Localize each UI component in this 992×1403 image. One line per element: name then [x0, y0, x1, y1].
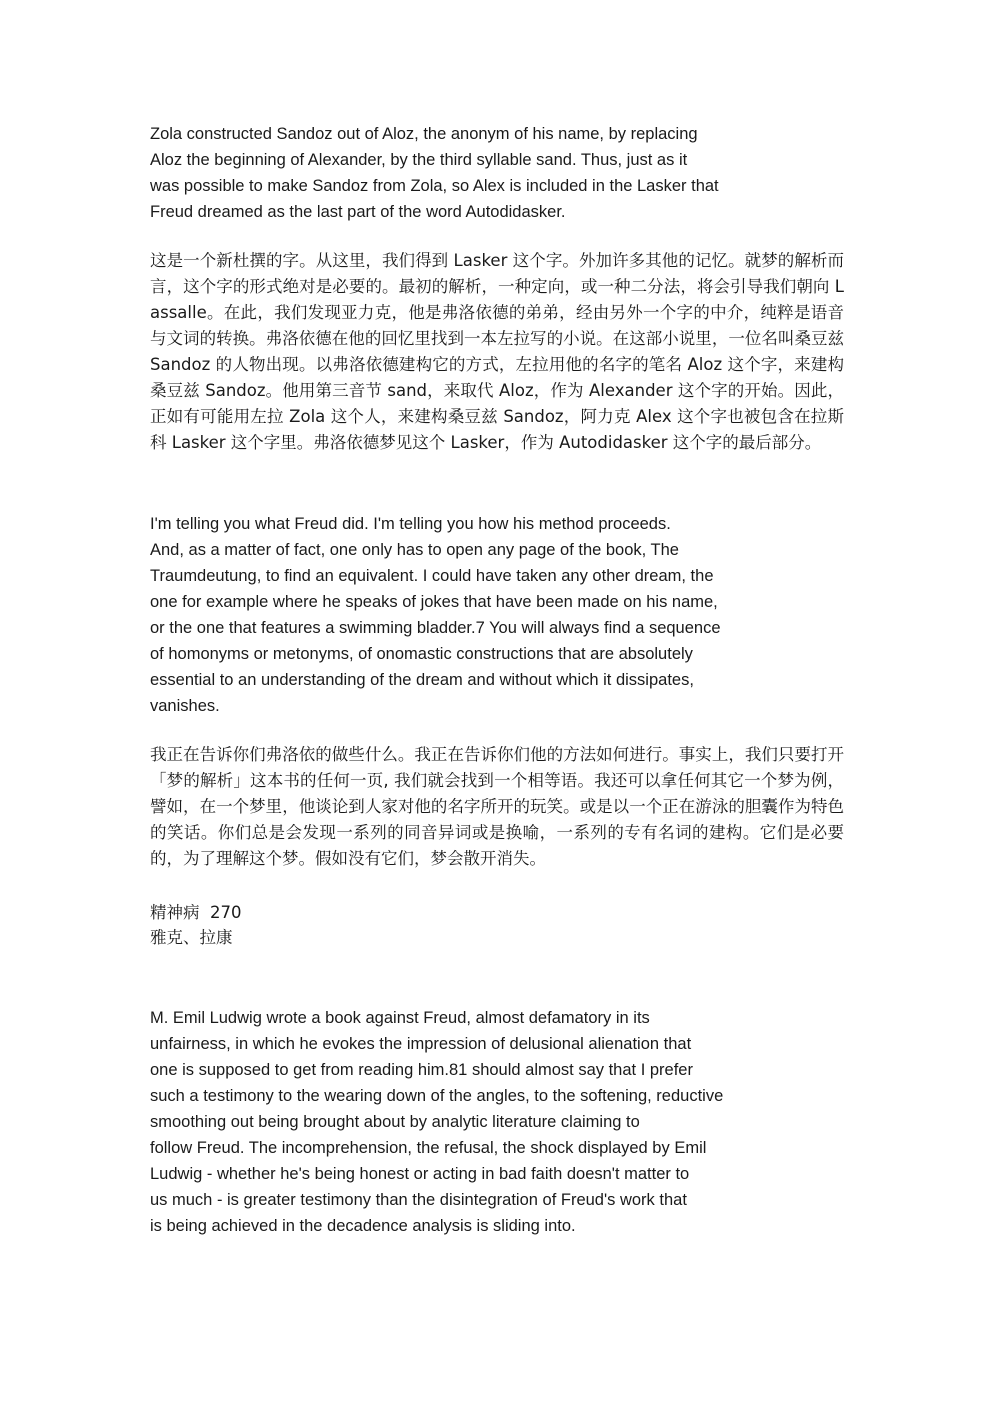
paragraph-english-1	[150, 121, 719, 225]
text-line: M. Emil Ludwig wrote a book against Freud, almost defamatory in its	[150, 1009, 650, 1027]
paragraph-english-3	[150, 1005, 723, 1239]
text-line: vanishes.	[150, 697, 220, 715]
paragraph-chinese-2: 我正在告诉你们弗洛依的做些什么。我正在告诉你们他的方法如何进行。事实上，我们只要打开「梦的解析」这本书的任何一页, 我们就会找到一个相等语。我还可以拿任何其它一个梦为例，譬如，在一个梦里，他谈论到人家对他的名字所开的玩笑。或是以一个正在游泳的胆囊作为特色的笑话。你们总是会发现一系列的同音异词或是换喻，一系列的专有名词的建构。它们是必要的，为了理解这个梦。假如没有它们，梦会散开消失。	[150, 745, 844, 868]
text-line: essential to an understanding of the dream and without which it dissipates,	[150, 671, 694, 689]
footer-author: 雅克、拉康	[150, 928, 233, 947]
text-line: or the one that features a swimming bladder.7 You will always find a sequence	[150, 619, 721, 637]
text-line: Traumdeutung, to find an equivalent. I could have taken any other dream, the	[150, 567, 714, 585]
text-line: such a testimony to the wearing down of the angles, to the softening, reductive	[150, 1087, 724, 1105]
text-line: was possible to make Sandoz from Zola, so Alex is included in the Lasker that	[150, 177, 719, 195]
text-line: one for example where he speaks of jokes that have been made on his name,	[150, 593, 718, 611]
text-line: Ludwig - whether he's being honest or acting in bad faith doesn't matter to	[150, 1165, 690, 1183]
paragraph-english-2	[150, 511, 721, 719]
text-line: one is supposed to get from reading him.81 should almost say that I prefer	[150, 1061, 693, 1079]
footer-book-line	[150, 900, 242, 925]
text-line: smoothing out being brought about by analytic literature claiming to	[150, 1113, 640, 1131]
paragraph-chinese-1: 这是一个新杜撰的字。从这里，我们得到 Lasker 这个字。外加许多其他的记忆。就梦的解析而言，这个字的形式绝对是必要的。最初的解析，一种定向，或一种二分法，将会引导我们朝向 Lassalle。在此，我们发现亚力克，他是弗洛依德的弟弟，经由另外一个字的中介，纯粹是语音与文词的转换。弗洛依德在他的回忆里找到一本左拉写的小说。在这部小说里，一位名叫桑豆兹 Sandoz 的人物出现。以弗洛依德建构它的方式，左拉用他的名字的笔名 Aloz 这个字，来建构桑豆兹 Sandoz。他用第三音节 sand，来取代 Aloz，作为 Alexander 这个字的开始。因此，正如有可能用左拉 Zola 这个人，来建构桑豆兹 Sandoz，阿力克 Alex 这个字也被包含在拉斯科 Lasker 这个字里。弗洛依德梦见这个 Lasker，作为 Autodidasker 这个字的最后部分。	[150, 251, 844, 452]
footer-book-title: 精神病	[150, 903, 200, 922]
footer-page-number: 270	[210, 903, 242, 922]
text-line: is being achieved in the decadence analysis is sliding into.	[150, 1217, 576, 1235]
text-line: Aloz the beginning of Alexander, by the third syllable sand. Thus, just as it	[150, 151, 688, 169]
text-line: And, as a matter of fact, one only has to open any page of the book, The	[150, 541, 679, 559]
text-line: of homonyms or metonyms, of onomastic constructions that are absolutely	[150, 645, 693, 663]
text-line: unfairness, in which he evokes the impression of delusional alienation that	[150, 1035, 692, 1053]
text-line: follow Freud. The incomprehension, the refusal, the shock displayed by Emil	[150, 1139, 707, 1157]
text-line: Freud dreamed as the last part of the word Autodidasker.	[150, 203, 566, 221]
text-line: I'm telling you what Freud did. I'm telling you how his method proceeds.	[150, 515, 671, 533]
text-line: us much - is greater testimony than the disintegration of Freud's work that	[150, 1191, 687, 1209]
text-line: Zola constructed Sandoz out of Aloz, the anonym of his name, by replacing	[150, 125, 698, 143]
page-footer	[150, 900, 242, 950]
